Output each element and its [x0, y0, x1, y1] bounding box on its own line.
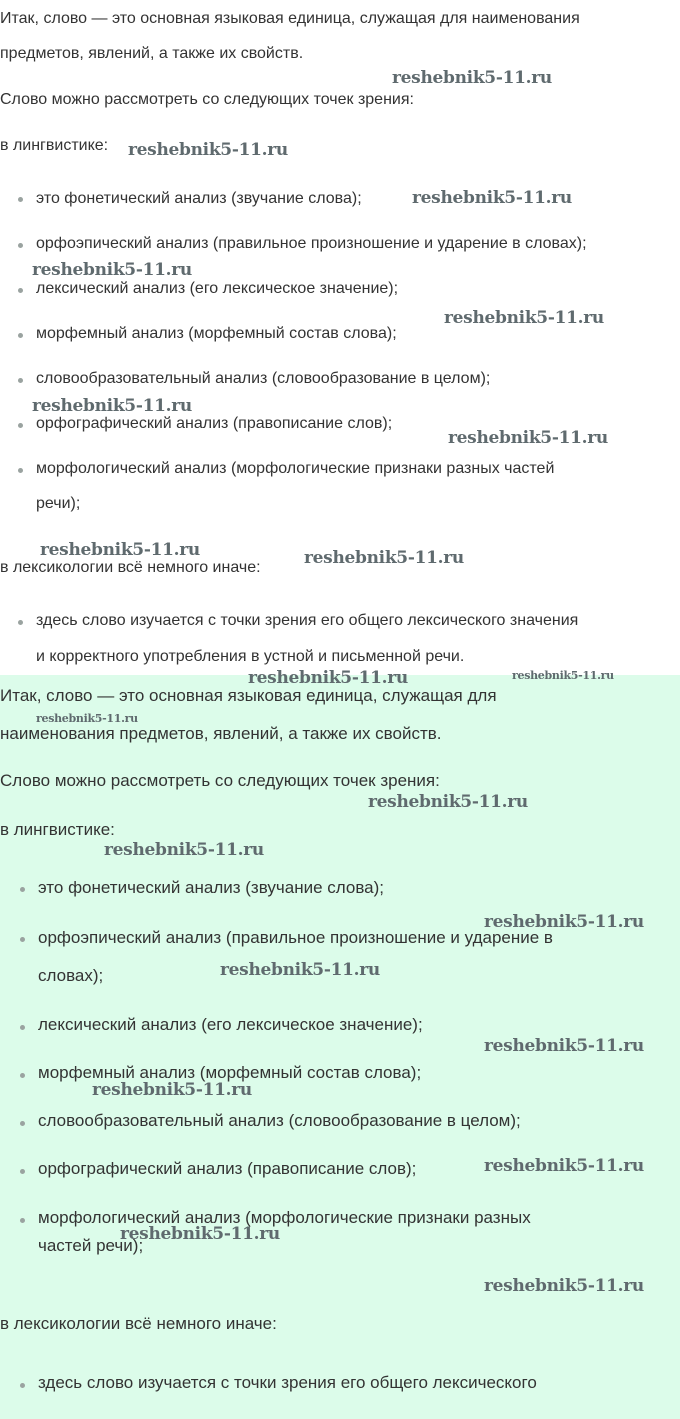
watermark-text: reshebnik5-11.ru	[412, 188, 572, 208]
linguistics-heading: в лингвистике:	[0, 820, 115, 839]
watermark-text: reshebnik5-11.ru	[392, 68, 552, 88]
intro-text-line: Итак, слово — это основная языковая единица, служащая для наименования	[0, 10, 580, 27]
bullet-dot-icon	[20, 937, 25, 942]
bullet-dot-icon	[20, 1169, 25, 1174]
watermark-text: reshebnik5-11.ru	[484, 912, 644, 932]
intro-text-line: наименования предметов, явлений, а также их свойств.	[0, 724, 442, 743]
linguistics-heading: в лингвистике:	[0, 137, 109, 154]
lexicology-heading: в лексикологии всё немного иначе:	[0, 559, 261, 576]
watermark-text: reshebnik5-11.ru	[36, 712, 138, 725]
watermark-text: reshebnik5-11.ru	[448, 428, 608, 448]
bullet-dot-icon	[18, 378, 23, 383]
bullet-dot-icon	[20, 1218, 25, 1223]
watermark-text: reshebnik5-11.ru	[128, 140, 288, 160]
watermark-text: reshebnik5-11.ru	[120, 1224, 280, 1244]
watermark-text: reshebnik5-11.ru	[368, 792, 528, 812]
intro-text-line: Итак, слово — это основная языковая единица, служащая для	[0, 686, 497, 705]
bullet-dot-icon	[18, 288, 23, 293]
watermark-text: reshebnik5-11.ru	[484, 1156, 644, 1176]
watermark-text: reshebnik5-11.ru	[104, 840, 264, 860]
bullet-dot-icon	[20, 1025, 25, 1030]
bullet-dot-icon	[20, 1073, 25, 1078]
watermark-text: reshebnik5-11.ru	[40, 540, 200, 560]
watermark-text: reshebnik5-11.ru	[248, 668, 408, 688]
watermark-text: reshebnik5-11.ru	[32, 260, 192, 280]
bullet-dot-icon	[18, 468, 23, 473]
viewpoints-text: Слово можно рассмотреть со следующих точек зрения:	[0, 771, 440, 790]
bullet-dot-icon	[18, 243, 23, 248]
watermark-text: reshebnik5-11.ru	[484, 1036, 644, 1056]
bullet-dot-icon	[20, 887, 25, 892]
watermark-text: reshebnik5-11.ru	[512, 669, 614, 682]
intro-text-line: предметов, явлений, а также их свойств.	[0, 45, 304, 62]
watermark-text: reshebnik5-11.ru	[92, 1080, 252, 1100]
viewpoints-text: Слово можно рассмотреть со следующих точек зрения:	[0, 91, 414, 108]
article-section-original: Итак, слово — это основная языковая единица, служащая для наименования предметов, явлений, а также их свойств. Слово можно рассмотреть со следующих точек зрения: в лингвистике: это фонетический анализ (звучание слова); орфоэпический анализ (правильное произношение и ударение в словах); лексический анализ (его лексическое значение); морфемный анализ (морфемный состав слова); словообразовательный анализ (словообразование в целом); орфографический анализ (правописание слов); морфологический анализ (морфологические признаки разных частей речи); в лексикологии всё немного иначе: здесь слово изучается с точки зрения его общего лексического значения и корректного употребления в устной и письменной речи.	[0, 0, 680, 675]
watermark-text: reshebnik5-11.ru	[484, 1276, 644, 1296]
watermark-text: reshebnik5-11.ru	[32, 396, 192, 416]
lexicology-heading: в лексикологии всё немного иначе:	[0, 1314, 277, 1333]
bullet-dot-icon	[18, 423, 23, 428]
bullet-dot-icon	[20, 1121, 25, 1126]
bullet-dot-icon	[18, 620, 23, 625]
bullet-dot-icon	[18, 197, 23, 202]
article-section-duplicate: Итак, слово — это основная языковая единица, служащая для наименования предметов, явлений, а также их свойств. Слово можно рассмотреть со следующих точек зрения: в лингвистике: это фонетический анализ (звучание слова); орфоэпический анализ (правильное произношение и ударение в словах); лексический анализ (его лексическое значение); морфемный анализ (морфемный состав слова); словообразовательный анализ (словообразование в целом); орфографический анализ (правописание слов); морфологический анализ (морфологические признаки разных частей речи); в лексикологии всё немного иначе: здесь слово изучается с точки зрения его общего лексического	[0, 675, 680, 1419]
watermark-text: reshebnik5-11.ru	[444, 308, 604, 328]
bullet-dot-icon	[18, 333, 23, 338]
bullet-dot-icon	[20, 1383, 25, 1388]
watermark-text: reshebnik5-11.ru	[304, 548, 464, 568]
watermark-text: reshebnik5-11.ru	[220, 960, 380, 980]
